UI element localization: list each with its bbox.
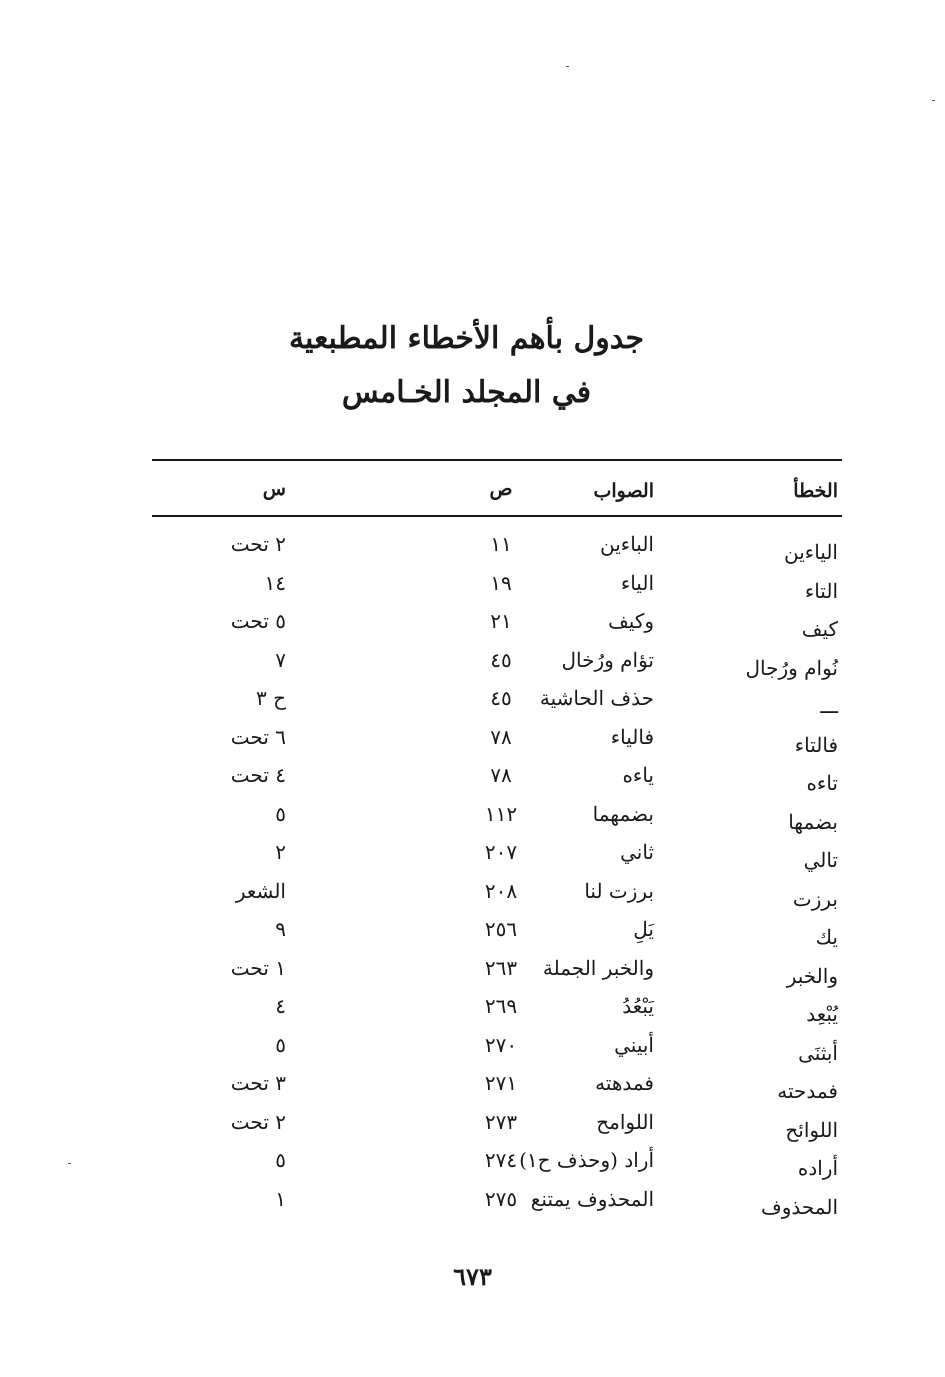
cell-line: ٥ تحت (230, 609, 286, 633)
cell-line: ٣ تحت (230, 1071, 286, 1095)
cell-line: ٢ (275, 840, 286, 864)
cell-page: ٢٠٧ (484, 840, 518, 864)
cell-line: ٥ (275, 1148, 286, 1172)
table-row (152, 609, 842, 648)
cell-page: ٢٥٦ (484, 917, 518, 941)
cell-correct: بضمهما (592, 801, 654, 826)
table-row (152, 1110, 842, 1149)
header-page: ص (489, 478, 513, 500)
cell-line: الشعر (235, 878, 286, 903)
cell-correct: أراد (وحذف ح١) (519, 1148, 654, 1172)
cell-wrong: فمدحته (777, 1079, 838, 1103)
cell-line: ٤ تحت (230, 763, 286, 787)
cell-wrong: تالي (803, 848, 838, 872)
cell-correct: الباءين (600, 532, 654, 556)
cell-line: ٥ (275, 801, 286, 826)
scan-speck (932, 100, 935, 101)
table-row (152, 956, 842, 995)
cell-correct: ثاني (620, 840, 654, 864)
cell-page: ١١ (490, 532, 512, 556)
cell-line: ٢ تحت (230, 1109, 286, 1134)
cell-wrong: نُوام ورُجال (745, 655, 838, 680)
cell-line: ١ تحت (230, 955, 286, 980)
cell-correct: تؤام ورُخال (561, 647, 654, 672)
cell-page: ١١٢ (484, 801, 518, 826)
cell-wrong: كيف (801, 617, 838, 641)
table-row (152, 994, 842, 1033)
header-wrong: الخطأ (793, 480, 838, 502)
cell-page: ٢٧٣ (484, 1109, 518, 1134)
cell-page: ٢٧٤ (484, 1148, 518, 1172)
cell-correct: المحذوف يمتنع (530, 1186, 654, 1211)
page-title: جدول بأهم الأخطاء المطبعية (288, 321, 645, 356)
cell-line: ٩ (275, 917, 286, 941)
cell-correct: فمدهته (595, 1071, 654, 1095)
cell-wrong: تاءه (806, 771, 838, 795)
cell-page: ٤٥ (490, 686, 512, 710)
cell-wrong: التاء (804, 578, 838, 603)
cell-page: ١٩ (490, 570, 512, 595)
table-row (152, 879, 842, 918)
cell-page: ٢٧٠ (484, 1032, 518, 1057)
cell-wrong: اللوائح (785, 1117, 838, 1142)
cell-correct: يَبْعُدُ (622, 994, 654, 1018)
header-line: س (262, 478, 286, 500)
cell-correct: وكيف (608, 609, 654, 633)
cell-wrong: الياءين (784, 540, 838, 564)
cell-wrong: أراده (797, 1156, 838, 1180)
cell-wrong: يك (815, 925, 838, 949)
table-row (152, 648, 842, 687)
table-top-rule (152, 459, 842, 461)
cell-wrong: برزت (792, 886, 838, 911)
cell-page: ٢٧١ (484, 1071, 518, 1095)
table-row (152, 571, 842, 610)
cell-correct: ياءه (622, 763, 654, 787)
table-row (152, 1033, 842, 1072)
cell-page: ٢٠٨ (484, 878, 518, 903)
cell-page: ٤٥ (490, 647, 512, 672)
page-subtitle: في المجلد الخـامس (341, 375, 592, 410)
errata-table (152, 470, 842, 1219)
page-number: ٦٧٣ (453, 1262, 492, 1291)
cell-correct: اللوامح (596, 1109, 654, 1134)
cell-line: ٧ (275, 647, 286, 672)
cell-line: ١ (275, 1186, 286, 1211)
cell-page: ٧٨ (490, 724, 512, 749)
table-row (152, 763, 842, 802)
cell-line: ٢ تحت (230, 532, 286, 556)
scan-speck (68, 1163, 71, 1164)
cell-wrong: أبثنَى (798, 1040, 838, 1065)
cell-wrong: المحذوف (760, 1194, 838, 1219)
cell-wrong: والخبر (786, 963, 838, 988)
table-row (152, 1148, 842, 1187)
title-block (0, 312, 945, 420)
table-row (152, 917, 842, 956)
cell-correct: برزت لنا (584, 878, 654, 903)
cell-line: ٦ تحت (230, 724, 286, 749)
table-header-row (152, 470, 842, 516)
cell-page: ٧٨ (490, 763, 512, 787)
cell-line: ح ٣ (255, 686, 286, 710)
table-row (152, 532, 842, 571)
cell-page: ٢٦٩ (484, 994, 518, 1018)
scan-speck (566, 66, 569, 67)
cell-correct: أبيني (614, 1032, 654, 1057)
cell-line: ٥ (275, 1032, 286, 1057)
cell-correct: فالياء (610, 724, 654, 749)
cell-wrong: ـــ (820, 694, 838, 718)
table-row (152, 802, 842, 841)
table-row (152, 840, 842, 879)
table-row (152, 725, 842, 764)
table-row (152, 1187, 842, 1226)
cell-line: ٤ (275, 994, 286, 1018)
cell-page: ٢١ (490, 609, 512, 633)
cell-line: ١٤ (264, 570, 286, 595)
table-row (152, 1071, 842, 1110)
header-correct: الصواب (593, 480, 654, 502)
cell-wrong: بضمها (788, 809, 838, 834)
cell-wrong: يُبْعِد (806, 1002, 838, 1026)
cell-page: ٢٦٣ (484, 955, 518, 980)
cell-correct: حذف الحاشية (539, 686, 654, 710)
cell-correct: الياء (620, 570, 654, 595)
table-row (152, 686, 842, 725)
cell-page: ٢٧٥ (484, 1186, 518, 1211)
cell-correct: والخبر الجملة (542, 955, 654, 980)
table-body (152, 532, 842, 1225)
cell-correct: يَلِ (633, 917, 654, 941)
cell-wrong: فالتاء (794, 732, 838, 757)
